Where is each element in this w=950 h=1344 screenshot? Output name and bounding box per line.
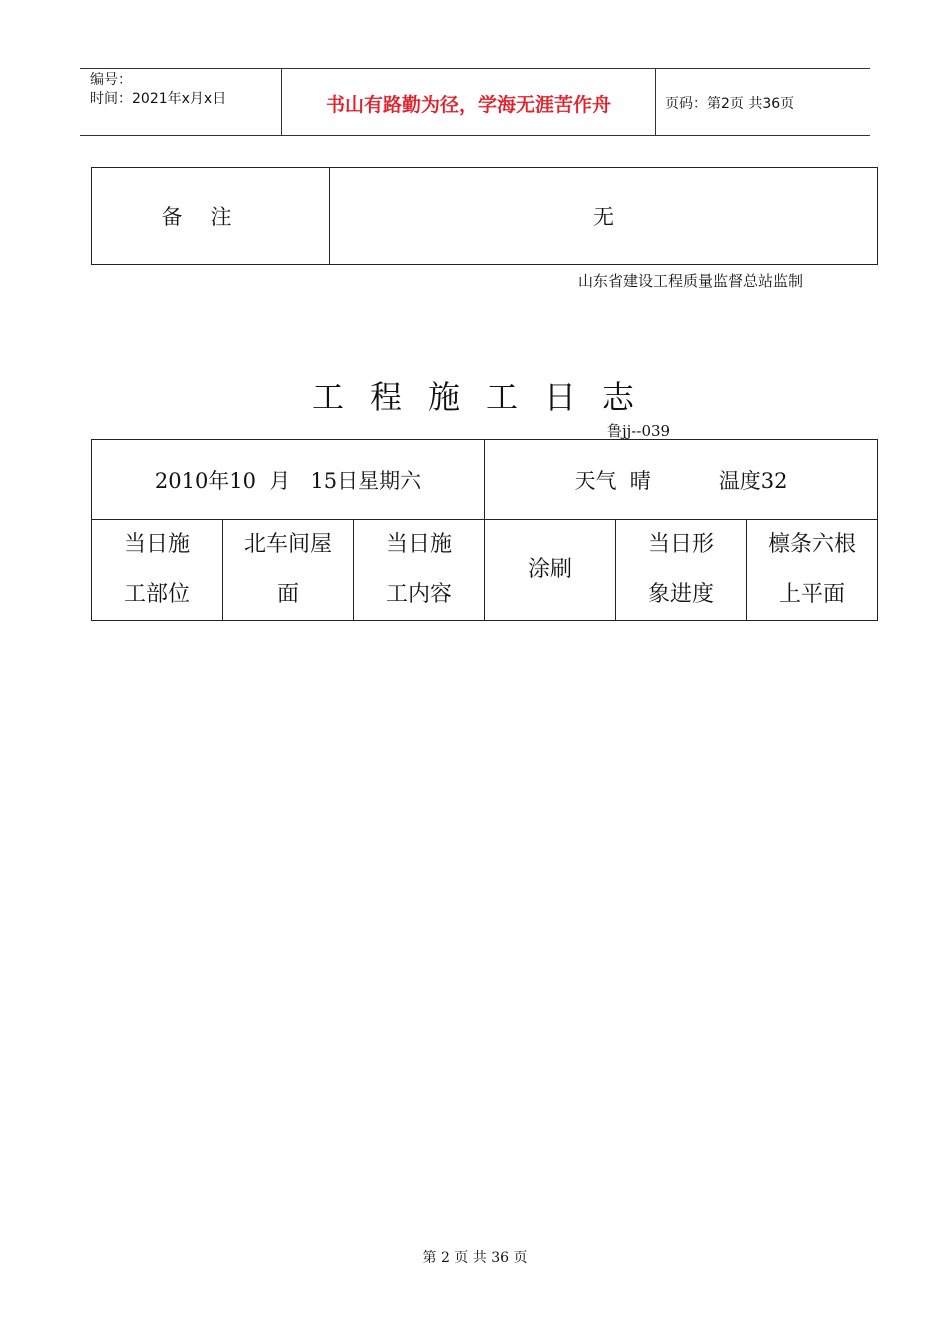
construction-log-table xyxy=(91,439,878,621)
header-divider xyxy=(655,68,656,136)
header-bottom-rule xyxy=(80,135,870,136)
remarks-value: 无 xyxy=(330,168,878,265)
time-label: 时间：2021年x月x日 xyxy=(90,91,227,107)
remarks-label: 备注 xyxy=(92,168,330,265)
cell-progress-value: 檩条六根 上平面 xyxy=(747,520,878,621)
header-meta xyxy=(90,71,226,109)
remarks-table xyxy=(91,167,878,265)
weather-cell xyxy=(485,440,878,520)
header-motto: 书山有路勤为径，学海无涯苦作舟 xyxy=(325,94,611,116)
cell-work-location-value: 北车间屋 面 xyxy=(223,520,354,621)
form-code: 鲁jj--039 xyxy=(607,422,671,440)
header-top-rule xyxy=(80,68,870,69)
log-title: 工程施工日志 xyxy=(311,378,660,416)
log-date: 2010年10 月 15日星期六 xyxy=(92,440,485,520)
header-page-info: 页码：第2页 共36页 xyxy=(665,96,795,112)
number-label: 编号： xyxy=(90,72,132,88)
weather-label: 天气 晴 xyxy=(574,468,651,493)
page-footer: 第 2 页 共 36 页 xyxy=(422,1250,528,1266)
cell-work-content-label: 当日施 工内容 xyxy=(354,520,485,621)
temperature: 温度32 xyxy=(718,468,788,493)
supervisor-note: 山东省建设工程质量监督总站监制 xyxy=(578,272,804,290)
cell-work-location-label: 当日施 工部位 xyxy=(92,520,223,621)
cell-progress-label: 当日形 象进度 xyxy=(616,520,747,621)
cell-work-content-value: 涂刷 xyxy=(485,520,616,621)
